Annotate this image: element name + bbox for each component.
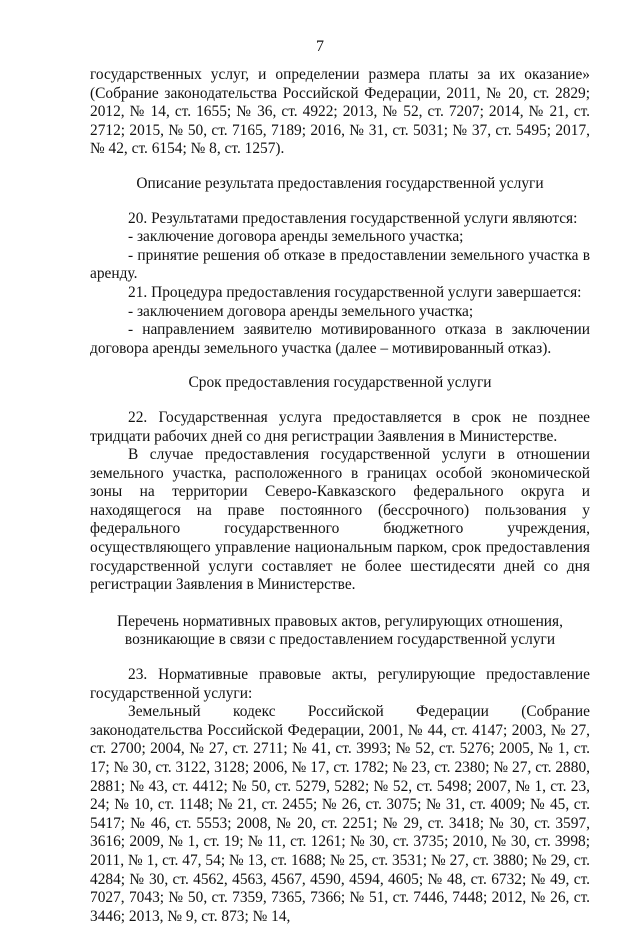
heading-result-description: Описание результата предоставления государственной услуги (136, 174, 544, 192)
list-item-contract: - заключение договора аренды земельного участка; (128, 228, 464, 246)
heading-service-term: Срок предоставления государственной услуги (188, 374, 492, 392)
paragraph-item-22: 22. Государственная услуга предоставляется в срок не позднее тридцати рабочих дней со дня регистрации Заявления в Министерстве. (90, 408, 590, 445)
heading-legal-acts (90, 613, 590, 650)
list-item-contract-conclusion: - заключением договора аренды земельного участка; (128, 302, 474, 320)
paragraph-continuation: государственных услуг, и определении размера платы за их оказание» (Собрание законодательства Российской Федерации, 2011, № 20, ст. 2829; 2012, № 14, ст. 1655; № 36, ст. 4922; 2013, № 52, ст. 7207; 2014, № 21, ст. 2712; 2015, № 50, ст. 7165, 7189; 2016, № 31, ст. 5031; № 37, ст. 5495; 2017, № 42, ст. 6154; № 8, ст. 1257). (90, 66, 590, 158)
list-item-refusal-decision: - принятие решения об отказе в предоставлении земельного участка в аренду. (90, 246, 590, 283)
paragraph-item-21: 21. Процедура предоставления государственной услуги завершается: (128, 283, 582, 301)
paragraph-land-code: Земельный кодекс Российской Федерации (Собрание законодательства Российской Федерации, 2001, № 44, ст. 4147; 2003, № 27, ст. 2700; 2004, № 27, ст. 2711; № 41, ст. 3993; № 52, ст. 5276; 2005, № 1, ст. 17; № 30, ст. 3122, 3128; 2006, № 17, ст. 1782; № 23, ст. 2380; № 27, ст. 2880, 2881; № 43, ст. 4412; № 50, ст. 5279, 5282; № 52, ст. 5498; 2007, № 1, ст. 23, 24; № 10, ст. 1148; № 21, ст. 2455; № 26, ст. 3075; № 31, ст. 4009; № 45, ст. 5417; № 46, ст. 5553; 2008, № 20, ст. 2251; № 29, ст. 3418; № 30, ст. 3597, 3616; 2009, № 1, ст. 19; № 11, ст. 1261; № 30, ст. 3735; 2010, № 30, ст. 3998; 2011, № 1, ст. 47, 54; № 13, ст. 1688; № 25, ст. 3531; № 27, ст. 3880; № 29, ст. 4284; № 30, ст. 4562, 4563, 4567, 4590, 4594, 4605; № 48, ст. 6732; № 49, ст. 7027, 7043; № 50, ст. 7359, 7365, 7366; № 51, ст. 7446, 7448; 2012, № 26, ст. 3446; 2013, № 9, ст. 873; № 14, (90, 703, 590, 925)
paragraph-special-zone: В случае предоставления государственной услуги в отношении земельного участка, расположенного в границах особой экономической зоны на территории Северо-Кавказского федерального округа и находящегося на праве постоянного (бессрочного) пользования у федерального государственного бюджетного учреждения, осуществляющего управление национальным парком, срок предоставления государственной услуги составляет не более шестидесяти дней со дня регистрации Заявления в Министерстве. (90, 446, 590, 594)
page-number: 7 (316, 38, 324, 55)
paragraph-item-23: 23. Нормативные правовые акты, регулирующие предоставление государственной услуги: (90, 666, 590, 702)
paragraph-item-20: 20. Результатами предоставления государственной услуги являются: (128, 209, 578, 227)
list-item-motivated-refusal: - направлением заявителю мотивированного отказа в заключении договора аренды земельного участка (далее – мотивированный отказ). (90, 321, 590, 357)
heading-legal-acts-text: Перечень нормативных правовых актов, регулирующих отношения, возникающие в связи с предоставлением государственной услуги (117, 612, 563, 649)
